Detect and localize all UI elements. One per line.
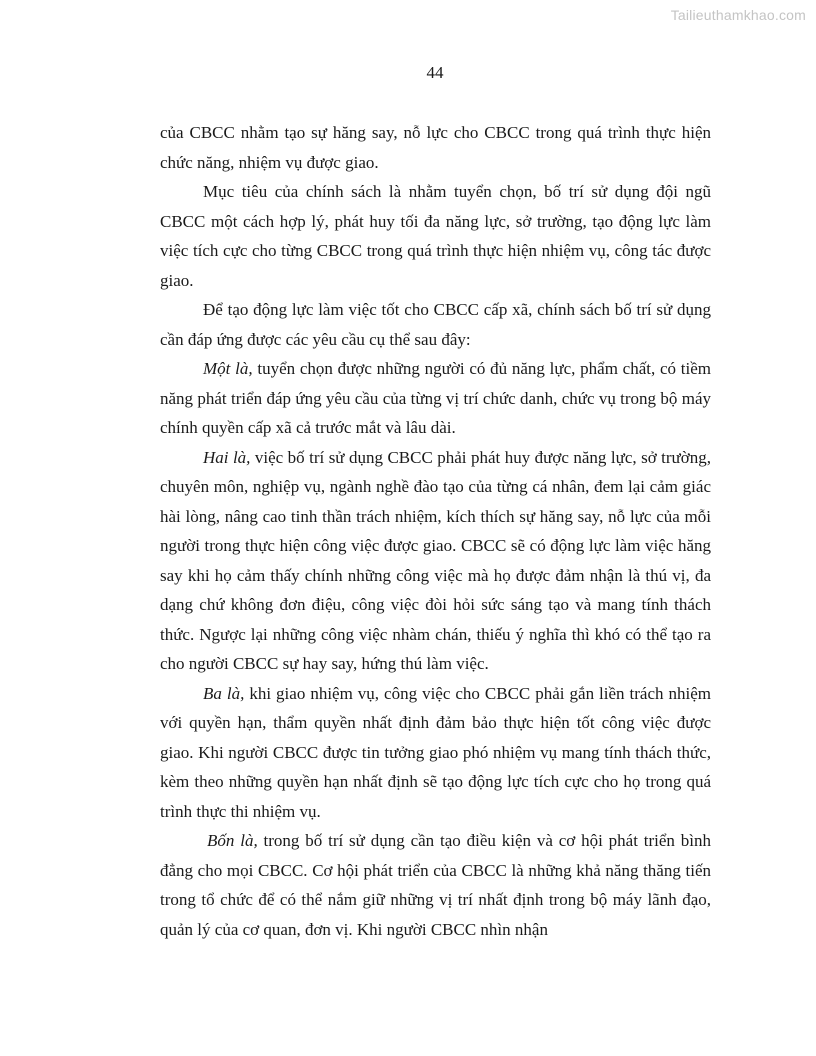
watermark-text: Tailieuthamkhao.com	[670, 7, 806, 23]
page-number: 44	[426, 63, 444, 82]
paragraph-text: Để tạo động lực làm việc tốt cho CBCC cấp xã, chính sách bố trí sử dụng cần đáp ứng được các yêu cầu cụ thể sau đây:	[160, 300, 711, 349]
paragraph-lead: Một là,	[203, 359, 253, 378]
paragraph-requirement-1	[160, 354, 711, 443]
paragraph-text: tuyển chọn được những người có đủ năng lực, phẩm chất, có tiềm năng phát triển đáp ứng yêu cầu của từng vị trí chức danh, chức vụ trong bộ máy chính quyền cấp xã cả trước mắt và lâu dài.	[160, 359, 711, 437]
paragraph-lead: Ba là,	[203, 683, 245, 703]
paragraph-text: của CBCC nhằm tạo sự hăng say, nỗ lực cho CBCC trong quá trình thực hiện chức năng, nhiệm vụ được giao.	[160, 123, 711, 172]
paragraph-text: Mục tiêu của chính sách là nhằm tuyển chọn, bố trí sử dụng đội ngũ CBCC một cách hợp lý, phát huy tối đa năng lực, sở trường, tạo động lực làm việc tích cực cho từng CBCC trong quá trình thực hiện nhiệm vụ, công tác được giao.	[160, 182, 711, 290]
paragraph-lead: Bốn là,	[207, 831, 258, 850]
paragraph-text: trong bố trí sử dụng cần tạo điều kiện và cơ hội phát triển bình đẳng cho mọi CBCC. Cơ hội phát triển của CBCC là những khả năng thăng tiến trong tổ chức để có thể nắm giữ những vị trí nhất định trong bộ máy lãnh đạo, quản lý của cơ quan, đơn vị. Khi người CBCC nhìn nhận	[160, 831, 711, 939]
paragraph-lead: Hai là,	[203, 447, 251, 467]
paragraph-requirement-2	[160, 443, 711, 679]
paragraph-objective	[160, 177, 711, 295]
paragraph-requirement-4	[160, 826, 711, 944]
paragraph-text: khi giao nhiệm vụ, công việc cho CBCC phải gắn liền trách nhiệm với quyền hạn, thẩm quyền nhất định đảm bảo thực hiện tốt công việc được giao. Khi người CBCC được tin tưởng giao phó nhiệm vụ mang tính thách thức, kèm theo những quyền hạn nhất định sẽ tạo động lực tích cực cho họ trong quá trình thực thi nhiệm vụ.	[160, 683, 711, 821]
paragraph-requirement-3	[160, 679, 711, 827]
paragraph-continuation	[160, 118, 711, 177]
paragraph-requirements-intro	[160, 295, 711, 354]
document-body	[160, 118, 711, 944]
paragraph-text: việc bố trí sử dụng CBCC phải phát huy được năng lực, sở trường, chuyên môn, nghiệp vụ, ngành nghề đào tạo của từng cá nhân, đem lại cảm giác hài lòng, nâng cao tinh thần trách nhiệm, kích thích sự hăng say, nỗ lực của mỗi người trong thực hiện công việc được giao. CBCC sẽ có động lực làm việc hăng say khi họ cảm thấy chính những công việc mà họ được đảm nhận là thú vị, đa dạng chứ không đơn điệu, công việc đòi hỏi sức sáng tạo và mang tính thách thức. Ngược lại những công việc nhàm chán, thiếu ý nghĩa thì khó có thể tạo ra cho người CBCC sự hay say, hứng thú làm việc.	[160, 447, 711, 673]
